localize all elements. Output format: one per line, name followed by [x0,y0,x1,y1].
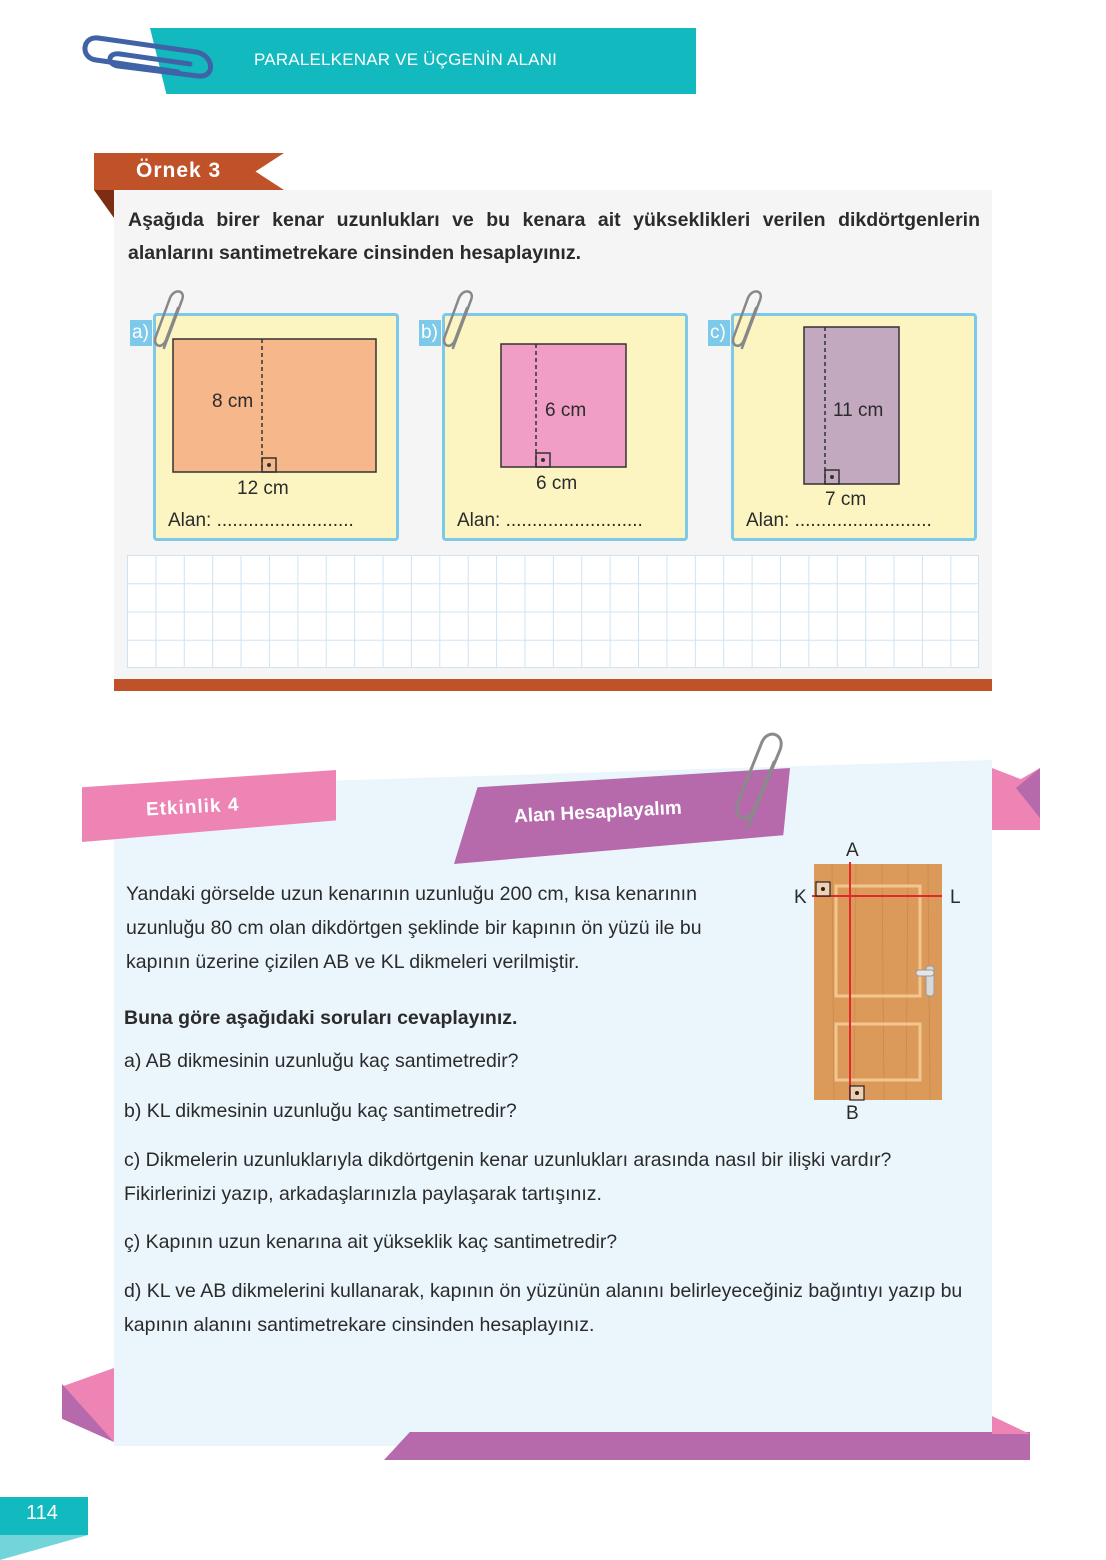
card-b-base: 6 cm [536,473,578,494]
example-tab-label: Örnek 3 [136,159,222,182]
paperclip-icon [78,26,220,88]
question-d: d) KL ve AB dikmelerini kullanarak, kapının ön yüzünün alanını belirleyeceğiniz bağıntıyı yazıp bu kapının alanını santimetrekare cinsinden hesaplayınız. [124,1280,963,1336]
paperclip-icon [732,730,788,832]
question-a: a) AB dikmesinin uzunluğu kaç santimetredir? [124,1050,519,1072]
card-c-base: 7 cm [825,489,867,510]
question-c: c) Dikmelerin uzunluklarıyla dikdörtgenin kenar uzunlukları arasında nasıl bir ilişki vardır? Fikirlerinizi yazıp, arkadaşlarınızla paylaşarak tartışınız. [124,1149,892,1205]
question-b: b) KL dikmesinin uzunluğu kaç santimetredir? [124,1100,517,1122]
activity-tab-label: Etkinlik 4 [145,794,240,821]
answer-grid [127,555,979,668]
card-c-area: Alan: .......................... [746,510,932,531]
activity-instruction: Buna göre aşağıdaki soruları cevaplayınız. [124,1007,518,1029]
question-cc: ç) Kapının uzun kenarına ait yükseklik kaç santimetredir? [124,1231,618,1253]
example-bottom-bar [114,679,992,691]
example-question: Aşağıda birer kenar uzunlukları ve bu kenara ait yükseklikleri verilen dikdörtgenlerin alanlarını santimetrekare cinsinden hesaplayınız. [128,209,980,264]
activity-intro: Yandaki görselde uzun kenarının uzunluğu 200 cm, kısa kenarının uzunluğu 80 cm olan dikdörtgen şeklinde bir kapının ön yüzü ile bu kapının üzerine çizilen AB ve KL dikmeleri verilmiştir. [126,883,702,973]
rectangle-a [172,338,378,474]
door-label-k: K [794,887,807,908]
card-b-area: Alan: .......................... [457,510,643,531]
card-a-height: 8 cm [212,391,254,412]
card-c-height: 11 cm [833,400,884,421]
paperclip-icon [441,290,477,352]
activity-title: Alan Hesaplayalım [513,797,683,828]
door-label-l: L [950,887,961,908]
card-a-area: Alan: .......................... [168,510,354,531]
door-illustration [812,862,944,1102]
ribbon-decoration [384,1432,1030,1460]
example-tab-fold [94,190,114,218]
page-number: 114 [26,1502,58,1524]
paperclip-icon [730,290,766,352]
card-a-base: 12 cm [237,478,289,499]
card-b-height: 6 cm [545,400,587,421]
door-label-b: B [846,1103,859,1124]
header-title: PARALELKENAR VE ÜÇGENİN ALANI [254,50,558,69]
ribbon-decoration [992,1416,1030,1434]
card-a-label: a) [130,320,152,346]
page-number-tail [0,1535,88,1560]
card-c-label: c) [708,320,730,346]
card-b-label: b) [419,320,441,346]
door-label-a: A [846,840,859,861]
